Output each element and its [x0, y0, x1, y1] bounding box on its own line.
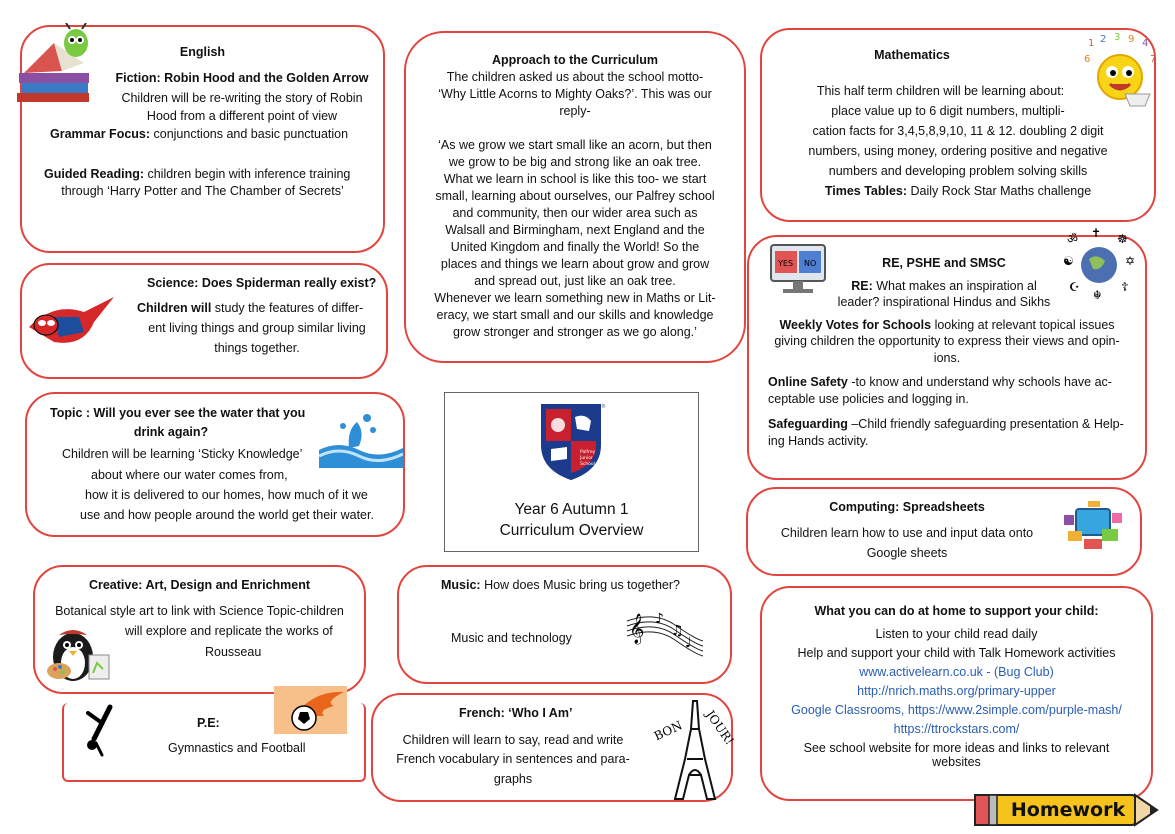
pe-title: P.E:	[197, 716, 220, 730]
french-line-3: graphs	[493, 772, 533, 786]
grammar-focus: Grammar Focus: conjunctions and basic punctuation	[50, 127, 349, 141]
topic-line-3: how it is delivered to our homes, how much of it we	[85, 488, 368, 502]
svg-text:☦: ☦	[1121, 280, 1129, 294]
svg-text:☯: ☯	[1063, 254, 1074, 268]
purple-mash-link[interactable]: Google Classrooms, https://www.2simple.com/purple-mash/	[791, 703, 1122, 717]
bonjour-right: JOUR!	[703, 707, 737, 748]
maths-line: numbers and developing problem solving skills	[828, 164, 1088, 178]
french-line-1: Children will learn to say, read and write	[402, 733, 624, 747]
safeguarding-line-2: ing Hands activity.	[768, 434, 869, 448]
fiction-heading: Fiction: Robin Hood and the Golden Arrow	[115, 71, 369, 85]
approach-line: small, learning about ourselves, our Palfrey school	[435, 189, 715, 203]
maths-title: Mathematics	[874, 48, 950, 62]
book-worm-icon	[14, 23, 99, 109]
svg-text:ॐ: ॐ	[1067, 232, 1078, 246]
svg-text:School: School	[580, 462, 595, 467]
music-notes-icon	[625, 601, 705, 669]
approach-line: Whenever we learn something new in Maths or Lit-	[434, 291, 716, 305]
science-panel	[20, 263, 388, 379]
approach-line: Walsall and Birmingham, next England and the	[445, 223, 705, 237]
approach-line: United Kingdom and finally the World! So the	[450, 240, 700, 254]
svg-text:7: 7	[1150, 54, 1157, 65]
svg-text:®: ®	[601, 404, 606, 410]
approach-line: reply-	[559, 104, 591, 118]
computer-apps-icon	[1062, 501, 1124, 563]
french-title: French: ‘Who I Am’	[459, 706, 573, 720]
approach-line: we grow to be big and strong like an oak tree.	[448, 155, 702, 169]
approach-line: ‘As we grow we start small like an acorn, but then	[438, 138, 712, 152]
english-panel	[20, 25, 385, 253]
computing-line-2: Google sheets	[866, 546, 948, 560]
creative-line-1: Botanical style art to link with Science Topic-children	[55, 604, 344, 618]
home-line-2: Help and support your child with Talk Homework activities	[797, 646, 1116, 660]
science-title: Science: Does Spiderman really exist?	[147, 276, 377, 290]
online-safety-line-1: Online Safety -to know and understand why schools have ac-	[768, 375, 1112, 389]
times-tables: Times Tables: Daily Rock Star Maths challenge	[824, 184, 1092, 198]
svg-text:☬: ☬	[1093, 288, 1102, 302]
no-label: NO	[804, 259, 817, 268]
re-line-2: leader? inspirational Hindus and Sikhs	[837, 295, 1051, 309]
svg-text:✡: ✡	[1125, 254, 1136, 268]
creative-title: Creative: Art, Design and Enrichment	[88, 578, 311, 592]
svg-text:♪: ♪	[655, 611, 664, 627]
maths-line: place value up to 6 digit numbers, multipli-	[831, 104, 1065, 118]
approach-panel	[404, 31, 746, 363]
computing-line-1: Children learn how to use and input data onto	[780, 526, 1034, 540]
yes-label: YES	[778, 259, 794, 268]
science-line-2: ent living things and group similar living	[148, 321, 366, 335]
football-fire-icon	[274, 686, 347, 740]
computing-title: Computing: Spreadsheets	[829, 500, 985, 514]
home-support-panel	[760, 586, 1153, 801]
topic-panel	[25, 392, 405, 537]
guided-reading: Guided Reading: children begin with inference training	[44, 167, 351, 181]
music-line-1: Music and technology	[451, 631, 572, 645]
safeguarding-line-1: Safeguarding –Child friendly safeguarding presentation & Help-	[768, 417, 1124, 431]
svg-text:2: 2	[1100, 34, 1107, 45]
maths-line: This half term children will be learning about:	[816, 84, 1065, 98]
water-splash-icon	[319, 410, 403, 474]
overview-title-line-2: Curriculum Overview	[499, 522, 644, 539]
nrich-link[interactable]: http://nrich.maths.org/primary-upper	[857, 684, 1056, 698]
yes-no-monitor-icon	[769, 243, 829, 301]
svg-text:9: 9	[1128, 34, 1135, 45]
home-line-1: Listen to your child read daily	[875, 627, 1038, 641]
maths-panel	[760, 28, 1156, 222]
english-title: English	[179, 45, 226, 59]
bonjour-left: BON	[653, 718, 685, 744]
approach-title: Approach to the Curriculum	[492, 53, 658, 67]
svg-text:3: 3	[1114, 32, 1121, 43]
gymnast-icon	[80, 703, 116, 763]
svg-text:✝: ✝	[1091, 226, 1102, 240]
overview-title-card	[444, 392, 699, 552]
maths-line: cation facts for 3,4,5,8,9,10, 11 & 12. doubling 2 digit	[812, 124, 1104, 138]
re-pshe-panel	[747, 226, 1147, 480]
music-panel	[397, 565, 732, 684]
svg-text:♫: ♫	[671, 623, 684, 639]
svg-text:♩: ♩	[685, 635, 692, 651]
topic-line-1: Children will be learning ‘Sticky Knowledge’	[62, 447, 303, 461]
guided-reading-line-2: through ‘Harry Potter and The Chamber of Secrets’	[61, 184, 344, 198]
re-line-1: RE: What makes an inspiration al	[851, 279, 1037, 293]
approach-line: ‘Why Little Acorns to Mighty Oaks?’. This was our	[438, 87, 712, 101]
creative-line-3: Rousseau	[205, 645, 262, 659]
creative-panel	[33, 565, 366, 694]
svg-text:4: 4	[1142, 38, 1149, 49]
ttrockstars-link[interactable]: https://ttrockstars.com/	[893, 722, 1020, 736]
svg-text:𝄞: 𝄞	[629, 614, 645, 644]
re-title: RE, PSHE and SMSC	[882, 256, 1006, 270]
svg-text:Palfrey: Palfrey	[580, 450, 596, 455]
topic-title-line-2: drink again?	[133, 425, 209, 439]
music-title: Music: How does Music bring us together?	[441, 578, 681, 592]
fiction-line-2: Hood from a different point of view	[146, 109, 338, 123]
computing-panel	[746, 487, 1142, 576]
faith-symbols-globe-icon	[1059, 225, 1139, 311]
french-panel	[371, 693, 737, 802]
approach-line: What we learn in school is like this too- we start	[443, 172, 707, 186]
creative-line-2: will explore and replicate the works of	[125, 624, 333, 638]
approach-line: The children asked us about the school motto-	[446, 70, 704, 84]
home-line-3: See school website for more ideas and links to relevant	[803, 741, 1110, 755]
pe-line-1: Gymnastics and Football	[168, 741, 306, 755]
approach-line: grow stronger and stronger as we go along.’	[453, 325, 697, 339]
homework-label: Homework	[1010, 799, 1126, 821]
votes-line-1: Weekly Votes for Schools looking at relevant topical issues	[779, 318, 1115, 332]
topic-line-4: use and how people around the world get their water.	[80, 508, 374, 522]
french-line-2: French vocabulary in sentences and para-	[396, 752, 630, 766]
penguin-painter-icon	[45, 621, 111, 693]
approach-line: eracy, we start small and our skills and knowledge	[436, 308, 714, 322]
school-crest-icon	[537, 401, 607, 487]
spiderman-icon	[24, 287, 124, 363]
maths-line: numbers, using money, ordering positive and negative	[808, 144, 1108, 158]
fiction-line-1: Children will be re-writing the story of Robin	[121, 91, 363, 105]
topic-line-2: about where our water comes from,	[91, 468, 288, 482]
svg-text:☪: ☪	[1069, 280, 1080, 294]
votes-line-3: ions.	[933, 351, 961, 365]
approach-line	[406, 120, 744, 137]
svg-text:6: 6	[1084, 54, 1091, 65]
science-line-3: things together.	[214, 341, 300, 355]
homework-pencil-badge	[973, 792, 1163, 834]
topic-title-line-1: Topic : Will you ever see the water that you	[50, 406, 306, 420]
overview-title-line-1: Year 6 Autumn 1	[514, 501, 629, 518]
approach-line: and community, then our wider area such as	[452, 206, 698, 220]
science-line-1: Children will study the features of differ-	[137, 301, 364, 315]
online-safety-line-2: ceptable use policies and logging in.	[768, 392, 969, 406]
home-title: What you can do at home to support your child:	[814, 604, 1099, 618]
svg-text:☸: ☸	[1117, 232, 1128, 246]
svg-text:1: 1	[1088, 38, 1095, 49]
votes-line-2: giving children the opportunity to express their views and opin-	[774, 334, 1120, 348]
approach-line: places and things we learn about grow and grow	[440, 257, 710, 271]
eiffel-tower-icon	[653, 699, 739, 809]
activelearn-link[interactable]: www.activelearn.co.uk - (Bug Club)	[859, 665, 1054, 679]
approach-line: and spread out, just like an oak tree.	[474, 274, 676, 288]
home-line-4: websites	[932, 755, 981, 769]
svg-text:Junior: Junior	[580, 456, 593, 461]
